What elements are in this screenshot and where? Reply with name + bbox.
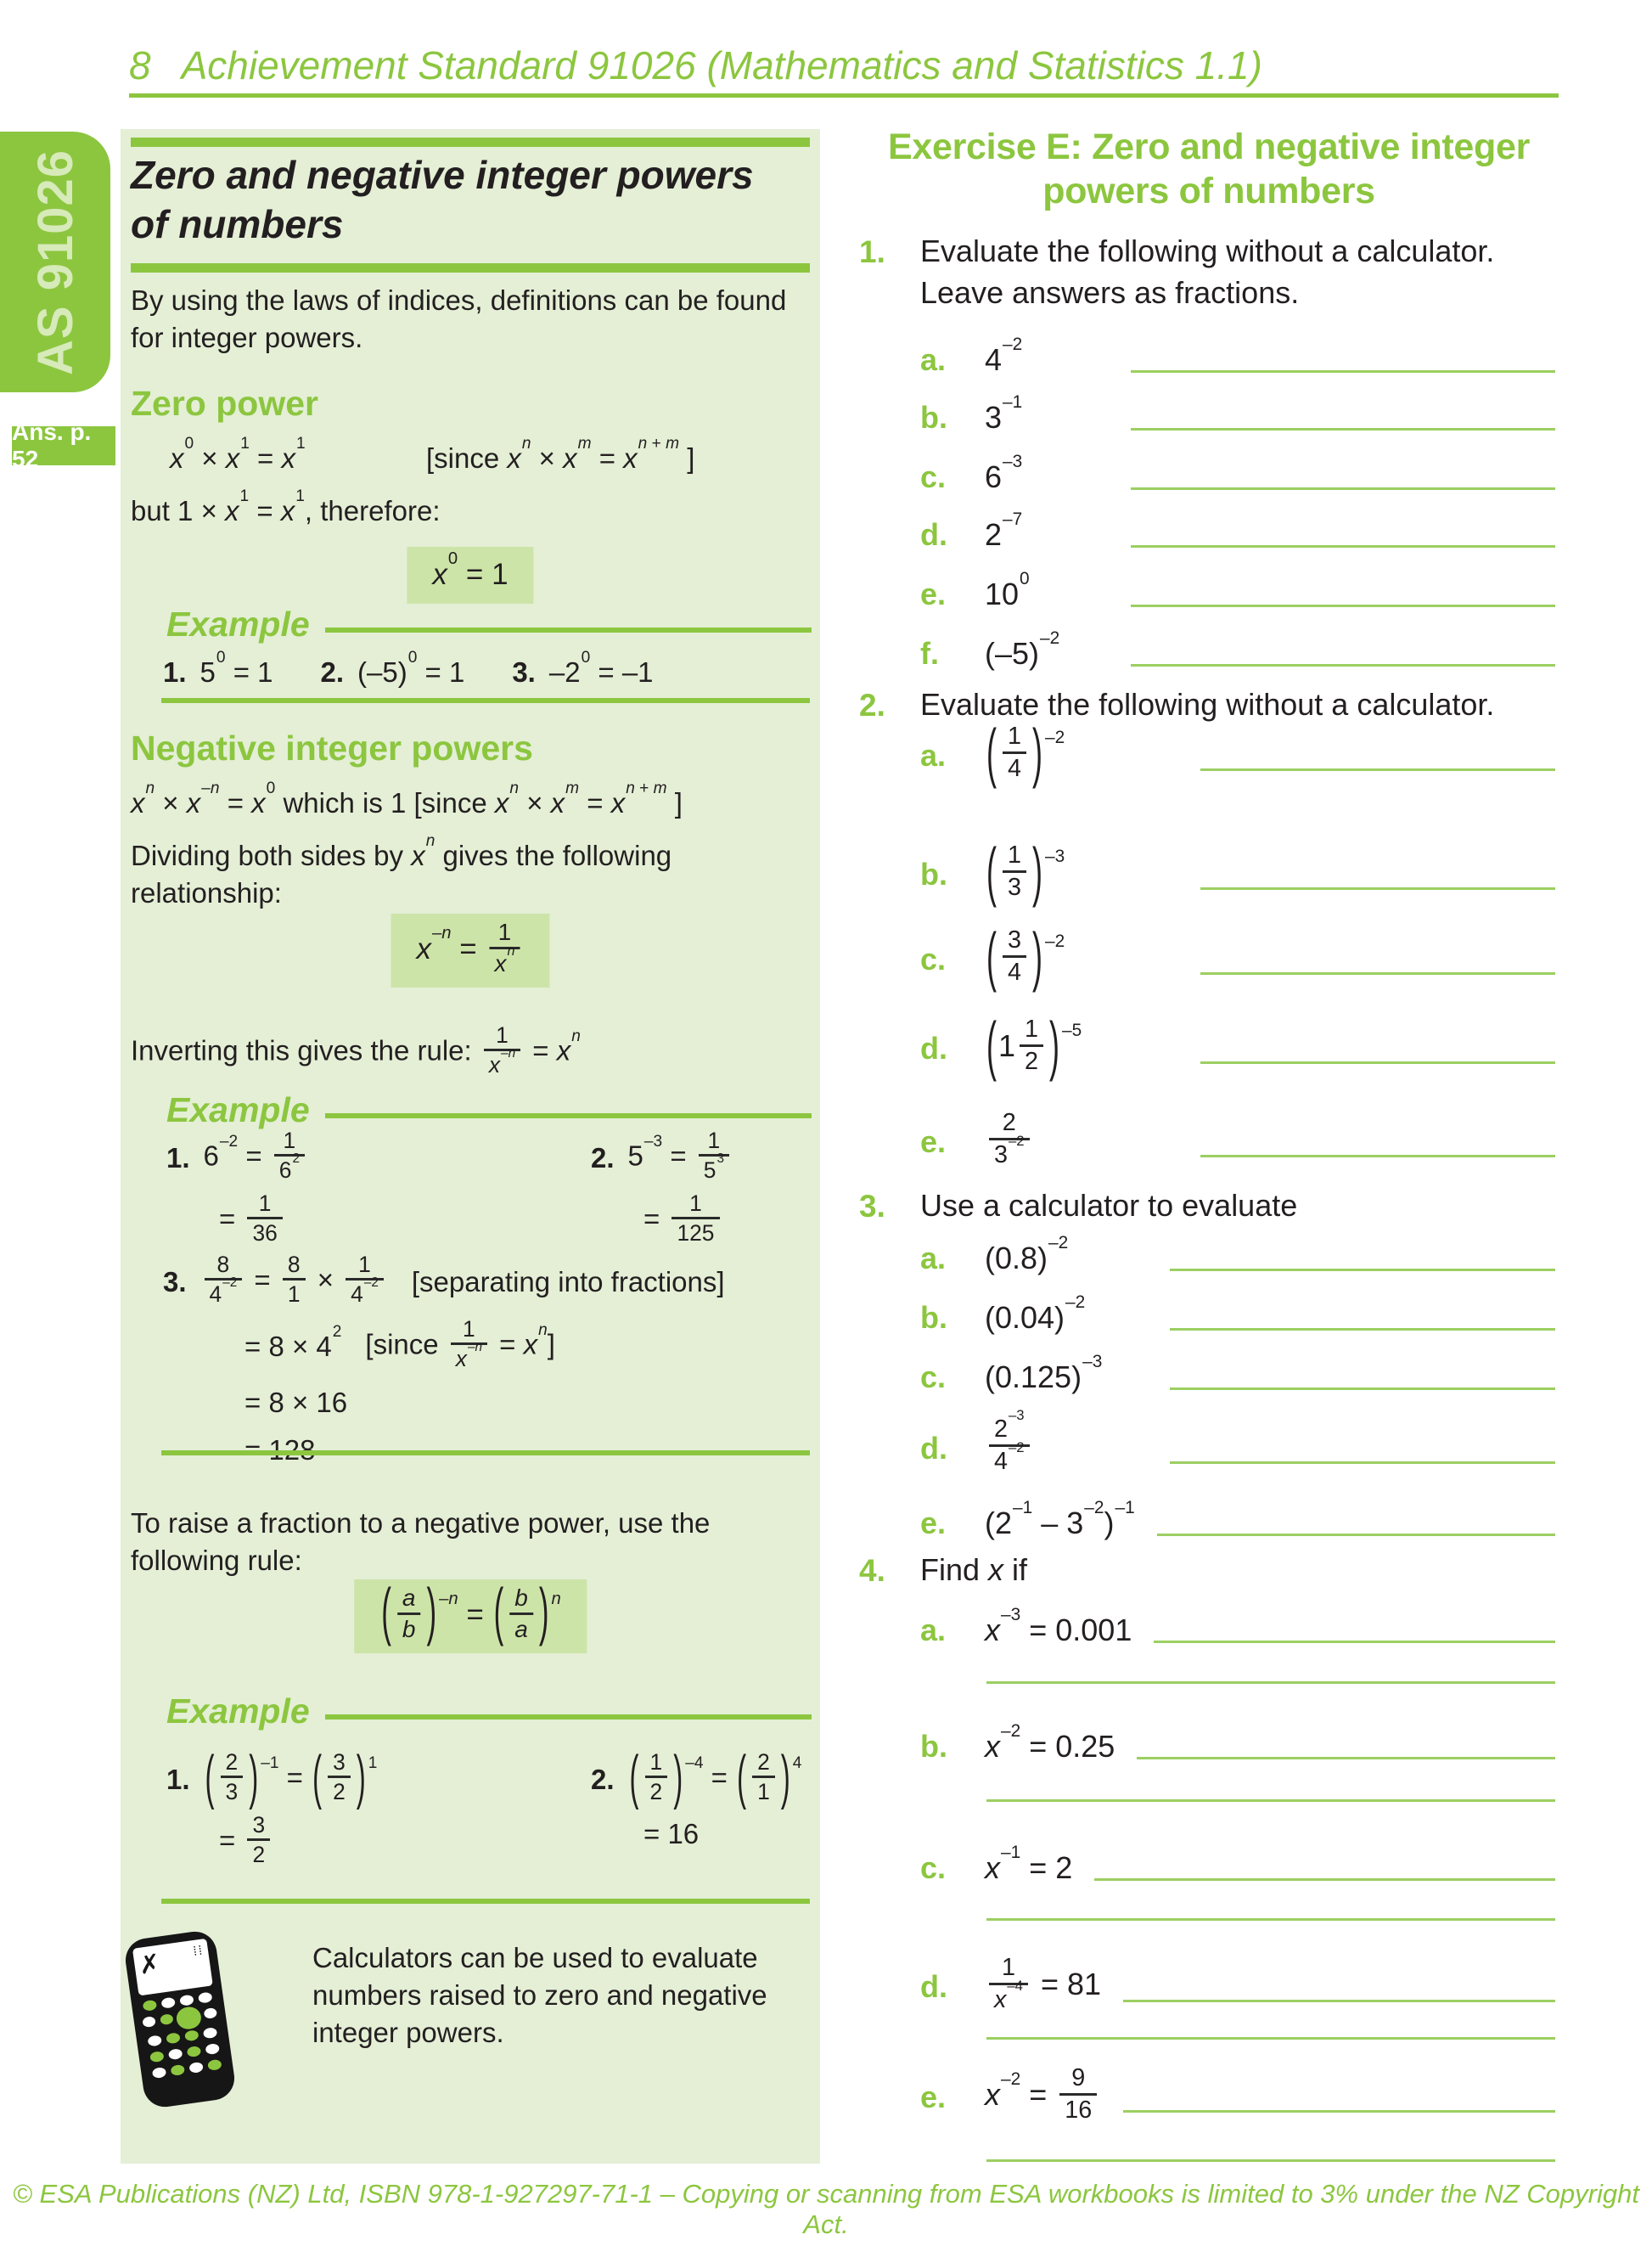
calculator-note-row xyxy=(129,1929,808,2120)
question-number: 1. xyxy=(859,234,885,269)
answer-line xyxy=(1131,487,1555,490)
example-header xyxy=(166,1087,812,1134)
example-note: [separating into fractions] xyxy=(411,1265,725,1297)
item-expression: $2^{-7}$ xyxy=(985,509,1023,552)
answer-line xyxy=(1131,428,1555,431)
answer-line-extra xyxy=(986,2159,1555,2162)
item-label: e. xyxy=(920,577,947,611)
exercise-item xyxy=(920,1232,1555,1280)
formula: $x^0 \times x^1 = x^1$ xyxy=(170,435,306,474)
answer-line xyxy=(1200,768,1555,771)
example-math: $(-5)^0 = 1$ xyxy=(357,649,465,688)
example-rule xyxy=(325,1714,812,1719)
answer-line xyxy=(1170,1461,1555,1464)
exercise-item xyxy=(920,1842,1555,1889)
answer-line xyxy=(1137,1757,1555,1759)
fraction-rule-box: ( $\frac{a}{b}$ ) $^{-n}$ = ( $\frac{b}{a}$ ) $^n$ xyxy=(354,1579,587,1653)
question-number: 3. xyxy=(859,1189,885,1224)
example-math: ( $\frac{1}{2}$ ) $^{-4}$ = ( $\frac{2}{1}$ ) $^4$ xyxy=(629,1742,802,1810)
item-label: f. xyxy=(920,636,939,671)
invert-rule-line: Inverting this gives the rule: $\frac{1}{x^{-n}}$ = $x^n$ xyxy=(131,1022,581,1078)
item-label: b. xyxy=(920,856,947,892)
exercise-item xyxy=(920,334,1555,381)
exercise-item xyxy=(920,1938,1555,2036)
lesson-panel xyxy=(121,129,820,2164)
example-number: 1. xyxy=(163,656,187,688)
item-expression: $x^{-3} = 0.001$ xyxy=(985,1604,1132,1647)
exercise-item xyxy=(920,1101,1555,1183)
question-number: 2. xyxy=(859,688,885,723)
exercise-item xyxy=(920,568,1555,616)
item-expression: $6^{-3}$ xyxy=(985,451,1023,494)
example-math: = $\frac{1}{36}$ xyxy=(219,1194,591,1248)
example-rule xyxy=(325,1113,812,1118)
item-label: d. xyxy=(920,1030,947,1066)
item-label: c. xyxy=(920,941,947,977)
exercise-item xyxy=(920,628,1555,675)
standard-tab-label: AS 91026 xyxy=(27,149,83,375)
question-4 xyxy=(859,1550,1559,1592)
item-label: c. xyxy=(920,1359,947,1394)
exercise-item xyxy=(920,1497,1555,1545)
example-label: Example xyxy=(166,605,310,644)
answer-line xyxy=(1170,1387,1555,1390)
fraction-rule-text: To raise a fraction to a negative power, use the following rule: xyxy=(131,1507,711,1577)
example-math: = $\frac{3}{2}$ xyxy=(219,1815,591,1870)
item-label: d. xyxy=(920,517,947,552)
example-number: 2. xyxy=(591,1141,615,1174)
answer-line xyxy=(1123,2000,1555,2002)
example-note: [since $\frac{1}{x^{-n}}$ = $x^n$] xyxy=(365,1315,555,1372)
exercise-item xyxy=(920,451,1555,498)
title-rule-top xyxy=(131,138,810,147)
item-label: e. xyxy=(920,1123,947,1159)
example-item xyxy=(163,1251,815,1470)
example-item xyxy=(591,1742,815,1870)
negative-power-line1: $x^n \times x^{-n} = x^0$ which is 1 [since $x^n \times x^m = x^{n + m}$ ] xyxy=(131,780,683,819)
answer-line xyxy=(1157,1534,1555,1536)
question-text: Evaluate the following without a calculator. xyxy=(920,687,1495,722)
item-expression: $(0.04)^{-2}$ xyxy=(985,1292,1086,1335)
example-math: = $\frac{1}{125}$ xyxy=(643,1194,815,1248)
exercise-item xyxy=(920,509,1555,556)
example-item xyxy=(591,1127,815,1248)
header-title: Achievement Standard 91026 (Mathematics and Statistics 1.1) xyxy=(181,43,1262,87)
example-item xyxy=(512,649,654,691)
exercise-item xyxy=(920,391,1555,439)
answer-line xyxy=(1200,887,1555,890)
example-math: $6^{-2}$ = $\frac{1}{6^2}$ xyxy=(204,1131,309,1185)
exercise-item xyxy=(920,910,1555,1009)
example-item xyxy=(166,1742,591,1870)
page-number: 8 xyxy=(129,43,151,87)
exercise-heading: Exercise E: Zero and negative integer powers of numbers xyxy=(887,127,1530,211)
zero-power-formula-row xyxy=(170,435,813,477)
answer-line xyxy=(1200,1061,1555,1064)
answer-line-extra xyxy=(986,1799,1555,1802)
example-rule xyxy=(325,628,812,633)
header-rule xyxy=(129,93,1559,98)
item-expression: $(2^{-1} - 3^{-2})^{-1}$ xyxy=(985,1497,1135,1540)
example-end-rule xyxy=(161,698,810,703)
zero-power-rule-box: $x^0 = 1$ xyxy=(407,547,533,604)
zero-power-heading: Zero power xyxy=(131,384,318,423)
item-expression: ( $\frac{1}{4}$ ) $^{-2}$ xyxy=(986,714,1065,790)
negative-power-examples xyxy=(166,1127,815,1248)
item-label: c. xyxy=(920,459,947,494)
example-item xyxy=(163,649,273,691)
fraction-rule-examples xyxy=(166,1742,815,1870)
answer-line xyxy=(1200,1155,1555,1157)
example-math: ( $\frac{2}{3}$ ) $^{-1}$ = ( $\frac{3}{2}$ ) $^1$ xyxy=(205,1742,378,1810)
negative-power-line2: Dividing both sides by $x^n$ gives the following relationship: xyxy=(131,832,672,909)
answers-ref-badge: Ans. p. 52 xyxy=(12,426,115,465)
exercise-item xyxy=(920,1720,1555,1768)
exercise-item xyxy=(920,1351,1555,1399)
example-header xyxy=(166,601,812,648)
exercise-item xyxy=(920,2048,1555,2147)
exercise-column xyxy=(859,126,1559,2192)
example-end-rule xyxy=(161,1899,810,1904)
answer-line-extra xyxy=(986,1918,1555,1921)
item-expression: $3^{-1}$ xyxy=(985,391,1023,435)
item-label: b. xyxy=(920,1300,947,1335)
example-number: 2. xyxy=(591,1763,615,1795)
item-expression: (1 $\frac{1}{2}$ ) $^{-5}$ xyxy=(986,1007,1082,1083)
example-number: 3. xyxy=(163,1265,187,1297)
item-label: e. xyxy=(920,2079,947,2114)
item-expression: $(0.8)^{-2}$ xyxy=(985,1232,1069,1275)
answer-line xyxy=(1123,2110,1555,2113)
answer-line xyxy=(1200,972,1555,975)
item-label: d. xyxy=(920,1430,947,1466)
formula-justification: [since $x^n \times x^m = x^{n + m}$ ] xyxy=(426,435,695,474)
page-header xyxy=(129,42,1262,88)
exercise-item xyxy=(920,706,1555,805)
example-math: = 16 xyxy=(643,1818,700,1850)
example-item xyxy=(166,1127,591,1248)
item-expression: ( $\frac{3}{4}$ ) $^{-2}$ xyxy=(986,918,1065,993)
answer-line xyxy=(1170,1328,1555,1331)
example-item xyxy=(320,649,465,691)
item-expression: $\frac{1}{x^{-4}}$ = 81 xyxy=(985,1957,1101,2016)
item-label: b. xyxy=(920,1729,947,1764)
question-text: Find x if xyxy=(920,1552,1028,1587)
example-end-rule xyxy=(161,1450,810,1455)
item-expression: $x^{-2} = 0.25$ xyxy=(985,1720,1115,1764)
item-label: a. xyxy=(920,737,947,773)
exercise-item xyxy=(920,1399,1555,1498)
question-number: 4. xyxy=(859,1553,885,1588)
item-expression: $\frac{2}{3^{-2}}$ xyxy=(985,1112,1178,1171)
example-number: 2. xyxy=(320,656,345,688)
item-expression: $4^{-2}$ xyxy=(985,334,1023,377)
exercise-item xyxy=(920,1292,1555,1339)
item-expression: $x^{-2}$ = $\frac{9}{16}$ xyxy=(985,2068,1101,2126)
calculator-icon: ✗ ⁞⁞ xyxy=(129,1929,256,2120)
question-text: Use a calculator to evaluate xyxy=(920,1188,1298,1223)
example-label: Example xyxy=(166,1090,310,1129)
item-expression: $(-5)^{-2}$ xyxy=(985,628,1060,671)
example-math: = $8 \times 4^2$ xyxy=(244,1323,342,1362)
question-text: Evaluate the following without a calculator. Leave answers as fractions. xyxy=(920,234,1495,310)
question-3 xyxy=(859,1185,1559,1228)
zero-power-derivation: but $1 \times x^1 = x^1$, therefore: xyxy=(131,487,441,526)
item-expression: $(0.125)^{-3}$ xyxy=(985,1351,1103,1394)
negative-power-heading: Negative integer powers xyxy=(131,729,533,768)
example-math: $\frac{8}{4^{-2}}$ = $\frac{8}{1}$ × $\frac{1}{4^{-2}}$ xyxy=(200,1255,388,1309)
answer-line xyxy=(1131,370,1555,373)
item-label: c. xyxy=(920,1850,947,1885)
example-number: 3. xyxy=(512,656,536,688)
example-number: 1. xyxy=(166,1763,190,1795)
item-label: e. xyxy=(920,1506,947,1540)
example-label: Example xyxy=(166,1691,310,1731)
example-math: $5^{-3}$ = $\frac{1}{5^3}$ xyxy=(628,1131,733,1185)
example-number: 1. xyxy=(166,1141,190,1174)
answer-line xyxy=(1094,1878,1555,1881)
negative-power-rule-box: $x^{-n}$ = $\frac{1}{x^n}$ xyxy=(391,914,550,988)
example-math: = 8 × 16 xyxy=(244,1387,348,1419)
answer-line xyxy=(1170,1269,1555,1271)
page-footer: © ESA Publications (NZ) Ltd, ISBN 978-1-927297-71-1 – Copying or scanning from ESA workbooks is limited to 3% under the NZ Copyright Act. xyxy=(13,2179,1639,2239)
example-math: $-2^0 = -1$ xyxy=(548,649,654,688)
item-label: b. xyxy=(920,400,947,435)
question-1 xyxy=(859,231,1559,313)
answer-line-extra xyxy=(986,1681,1555,1684)
answer-line-extra xyxy=(986,2037,1555,2040)
item-expression: $10^0$ xyxy=(985,568,1030,611)
item-expression: ( $\frac{1}{3}$ ) $^{-3}$ xyxy=(986,833,1065,909)
lesson-intro: By using the laws of indices, definitions can be found for integer powers. xyxy=(131,284,787,354)
answer-line xyxy=(1131,545,1555,548)
example-math: $5^0 = 1$ xyxy=(199,649,273,688)
exercise-item xyxy=(920,1604,1555,1652)
lesson-title: Zero and negative integer powers of numbers xyxy=(131,153,754,246)
item-label: a. xyxy=(920,1613,947,1647)
answer-line xyxy=(1131,605,1555,607)
item-expression: $x^{-1} = 2$ xyxy=(985,1842,1073,1885)
example-header xyxy=(166,1688,812,1735)
exercise-item xyxy=(920,999,1555,1098)
title-rule-bottom xyxy=(131,263,810,273)
answer-line xyxy=(1131,664,1555,667)
calculator-note: Calculators can be used to evaluate numbers raised to zero and negative integer powers. xyxy=(312,1942,767,2049)
item-label: a. xyxy=(920,1241,947,1275)
exercise-item xyxy=(920,825,1555,924)
item-label: a. xyxy=(920,342,947,377)
zero-power-examples xyxy=(163,649,813,691)
item-label: d. xyxy=(920,1968,947,2004)
item-expression: $\frac{2^{-3}}{4^{-2}}$ xyxy=(985,1419,1148,1477)
standard-tab xyxy=(0,132,110,392)
answer-line xyxy=(1154,1641,1555,1643)
